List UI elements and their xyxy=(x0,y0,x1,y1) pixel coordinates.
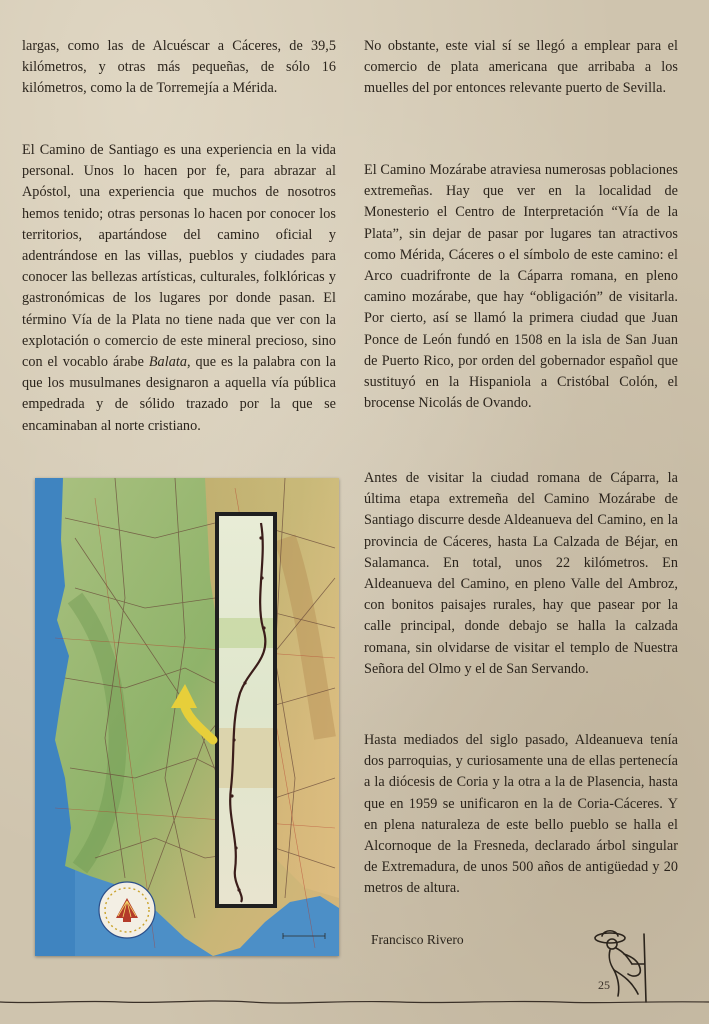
paragraph-aldeanueva-history: Hasta mediados del siglo pasado, Aldeanueva tenía dos parroquias, y curiosamente una de ellas pertenecía a la diócesis de Coria y la otra a la de Plasencia, hasta que en 1959 se unificaron en la de Coria-Cáceres. Y en plena naturaleza de este bello pueblo se halla el Alcornoque de la Fresneda, declarado árbol singular de Extremadura, de unos 500 años de antigüedad y 20 metros de altura. xyxy=(364,732,678,897)
paragraph-camino-experience xyxy=(22,140,336,437)
paragraph-camino-text-b: , que es la palabra con la que los musulmanes designaron a aquella vía pública empedrada y de sólido trazado por la que se encaminaban al norte cristiano. xyxy=(22,354,336,434)
decorative-ground-line xyxy=(0,996,709,1008)
paragraph-camino-mozarabe: El Camino Mozárabe atraviesa numerosas poblaciones extremeñas. Hay que ver en la localidad de Monesterio el Centro de Interpretación “Vía de la Plata”, sin dejar de pasar por lugares tan atractivos como Mérida, Cáceres o el símbolo de este camino: el Arco cuadrifronte de la Cáparra romana, en pleno camino mozárabe, que hay “obligación” de visitarla. Por cierto, así se llamó la primera ciudad que Juan Ponce de León fundó en 1508 en la isla de San Juan de Puerto Rico, por orden del gobernador español que sustituyó en la Hispaniola a Cristóbal Colón, el brocense Nicolás de Ovando. xyxy=(364,162,678,412)
camino-map-figure xyxy=(35,478,339,956)
paragraph-caparra-stage: Antes de visitar la ciudad romana de Cáparra, la última etapa extremeña del Camino Mozárabe de Santiago discurre desde Aldeanueva del Camino, en la provincia de Cáceres, hasta La Calzada de Béjar, en Salamanca. En total, unos 22 kilómetros. En Aldeanueva del Camino, en pleno Valle del Ambroz, con bonitos paisajes rurales, hay que pasear por la calle principal, donde debajo se halla la calzada romana, sin olvidarse de visitar el templo de Nuestra Señora del Olmo y el de San Servando. xyxy=(364,470,678,677)
paragraph-camino-italic-term: Balata xyxy=(148,354,187,371)
page-number: 25 xyxy=(598,978,610,992)
paragraph-camino-text-a: El Camino de Santiago es una experiencia en la vida personal. Unos lo hacen por fe, para abrazar al Apóstol, una experiencia que muchos de nosotros hemos tenido; otras personas lo hacen por conocer los territorios, apartándose del camino oficial y adentrándose en las villas, pueblos y ciudades para conocer las bellezas artísticas, culturales, folklóricas y gastronómicas de los lugares por donde pasan. El término Vía de la Plata no tiene nada que ver con la explotación o comercio de este mineral precioso, sino con el vocablo árabe xyxy=(22,142,336,371)
author-signature: Francisco Rivero xyxy=(371,932,464,947)
camino-map xyxy=(35,478,339,956)
paragraph-silver-trade: No obstante, este vial sí se llegó a emplear para el comercio de plata americana que arribaba a los muelles del por entonces relevante puerto de Sevilla. xyxy=(364,38,678,97)
paragraph-stage-distances: largas, como las de Alcuéscar a Cáceres, de 39,5 kilómetros, y otras más pequeñas, de sólo 16 kilómetros, como la de Torremejía a Mérida. xyxy=(22,38,336,97)
scallop-shell-seal-icon xyxy=(99,882,155,938)
